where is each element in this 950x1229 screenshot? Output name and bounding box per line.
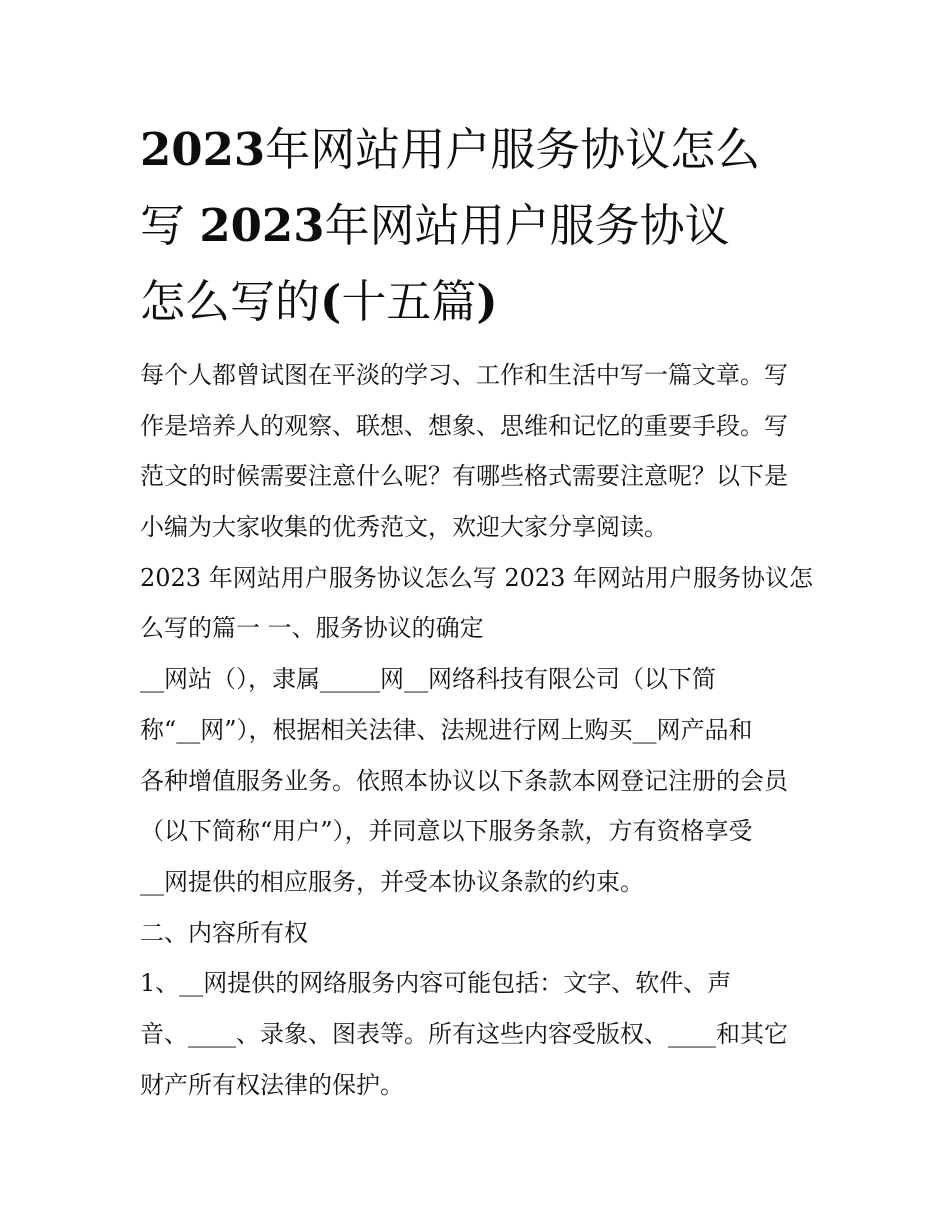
intro-line: 范文的时候需要注意什么呢？有哪些格式需要注意呢？以下是 (140, 462, 788, 491)
intro-line: 每个人都曾试图在平淡的学习、工作和生活中写一篇文章。写 (140, 361, 788, 389)
paragraph-line: 各种增值服务业务。依照本协议以下条款本网登记注册的会员 (140, 766, 788, 795)
paragraph-line: 音、____、录象、图表等。所有这些内容受版权、____和其它 (140, 1019, 788, 1048)
title-text: 怎么写的 (140, 275, 321, 328)
title-text: 写 (140, 199, 200, 252)
intro-line: 小编为大家收集的优秀范文，欢迎大家分享阅读。 (140, 513, 668, 542)
title-line-3 (140, 264, 820, 340)
title-text: 十五篇 (341, 275, 477, 328)
section-heading-line: 2023 年网站用户服务协议怎么写 2023 年网站用户服务协议怎 (140, 563, 814, 592)
title-line-2 (140, 188, 820, 264)
title-text: 年网站用户服务协议怎么 (265, 123, 761, 176)
title-year: 2023 (140, 123, 266, 176)
title-text: 年网站用户服务协议 (324, 199, 730, 252)
title-paren-open: ( (320, 275, 342, 328)
paragraph-line: （以下简称“用户”），并同意以下服务条款，方有资格享受 (140, 817, 753, 846)
document-title (140, 112, 820, 340)
paragraph-line: 财产所有权法律的保护。 (140, 1070, 404, 1099)
paragraph-line: 1、__网提供的网络服务内容可能包括：文字、软件、声 (140, 969, 732, 998)
paragraph-line: __网站（），隶属_____网__网络科技有限公司（以下简 (140, 665, 716, 694)
document-body (140, 350, 820, 1110)
title-paren-close: ) (476, 275, 498, 328)
subsection-heading: 二、内容所有权 (140, 918, 308, 947)
document-page (140, 112, 820, 1110)
title-year: 2023 (199, 199, 325, 252)
paragraph-line: __网提供的相应服务，并受本协议条款的约束。 (140, 867, 644, 896)
title-line-1 (140, 112, 820, 188)
paragraph-line: 称“__网”），根据相关法律、法规进行网上购买__网产品和 (140, 715, 753, 744)
intro-line: 作是培养人的观察、联想、想象、思维和记忆的重要手段。写 (140, 411, 788, 440)
section-heading-line: 么写的篇一 一、服务协议的确定 (140, 614, 484, 643)
